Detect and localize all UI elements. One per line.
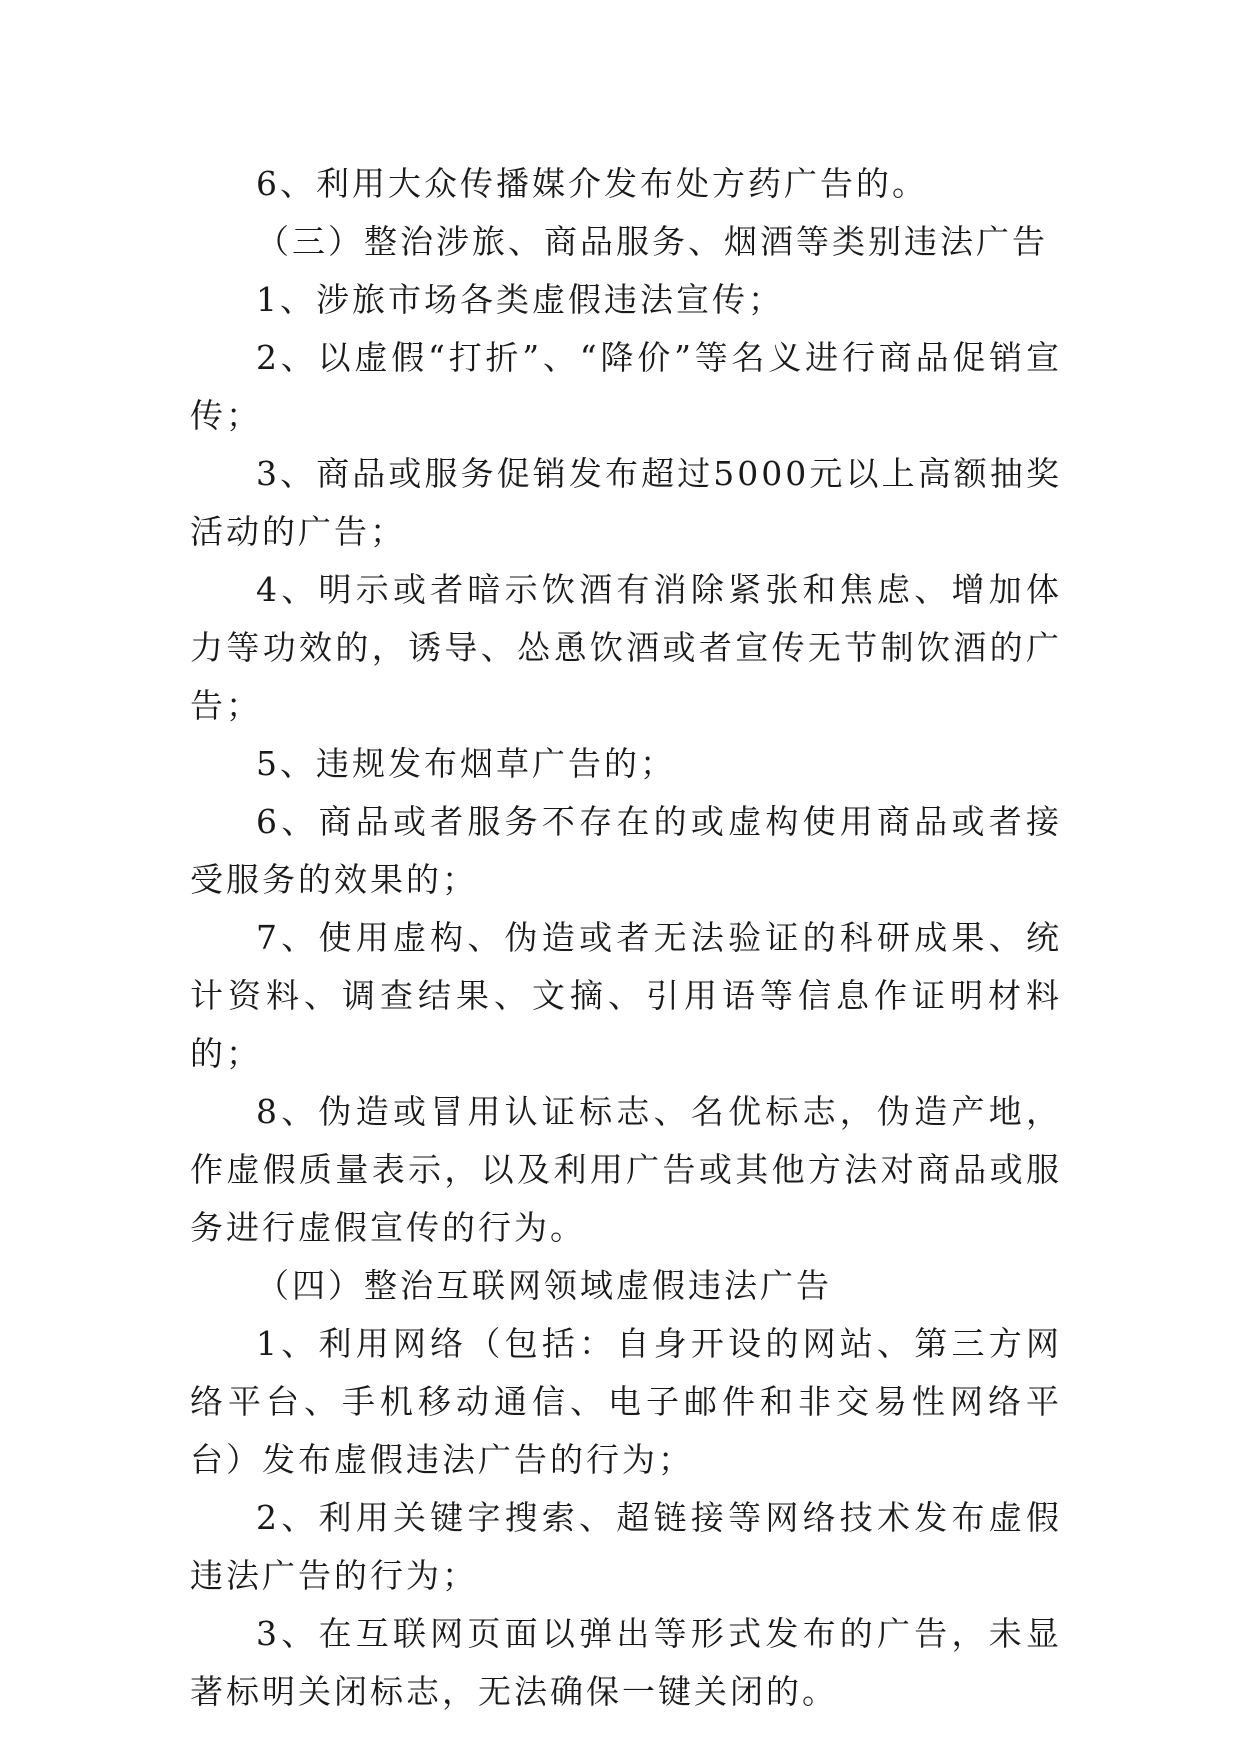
section-heading-4: （四）整治互联网领域虚假违法广告 <box>256 1266 832 1305</box>
paragraph-item-8-forged-marks: 8、伪造或冒用认证标志、名优标志，伪造产地，作虚假质量表示，以及利用广告或其他方法对商品或服务进行虚假宣传的行为。 <box>190 1092 1062 1247</box>
paragraph-item-1-tourism: 1、涉旅市场各类虚假违法宣传； <box>256 280 784 319</box>
paragraph-item-4-alcohol: 4、明示或者暗示饮酒有消除紧张和焦虑、增加体力等功效的，诱导、怂恿饮酒或者宣传无节制饮酒的广告； <box>190 570 1062 725</box>
paragraph-item-3-lottery: 3、商品或服务促销发布超过5000元以上高额抽奖活动的广告； <box>190 454 1062 551</box>
paragraph-item-2-discount: 2、以虚假“打折”、“降价”等名义进行商品促销宣传； <box>190 338 1062 435</box>
paragraph-item-3-popup-ads: 3、在互联网页面以弹出等形式发布的广告，未显著标明关闭标志，无法确保一键关闭的。 <box>190 1614 1062 1711</box>
paragraph-item-6-prescription-drug-ads: 6、利用大众传播媒介发布处方药广告的。 <box>256 164 928 203</box>
paragraph-item-7-false-evidence: 7、使用虚构、伪造或者无法验证的科研成果、统计资料、调查结果、文摘、引用语等信息作证明材料的； <box>190 918 1062 1073</box>
section-heading-3: （三）整治涉旅、商品服务、烟酒等类别违法广告 <box>256 222 1048 261</box>
paragraph-item-5-tobacco: 5、违规发布烟草广告的； <box>256 744 676 783</box>
paragraph-item-1-internet: 1、利用网络（包括：自身开设的网站、第三方网络平台、手机移动通信、电子邮件和非交易性网络平台）发布虚假违法广告的行为； <box>190 1324 1062 1479</box>
paragraph-item-2-keyword-search: 2、利用关键字搜索、超链接等网络技术发布虚假违法广告的行为； <box>190 1498 1062 1595</box>
document-body <box>190 155 1062 1721</box>
paragraph-item-6-fictitious-effects: 6、商品或者服务不存在的或虚构使用商品或者接受服务的效果的； <box>190 802 1062 899</box>
